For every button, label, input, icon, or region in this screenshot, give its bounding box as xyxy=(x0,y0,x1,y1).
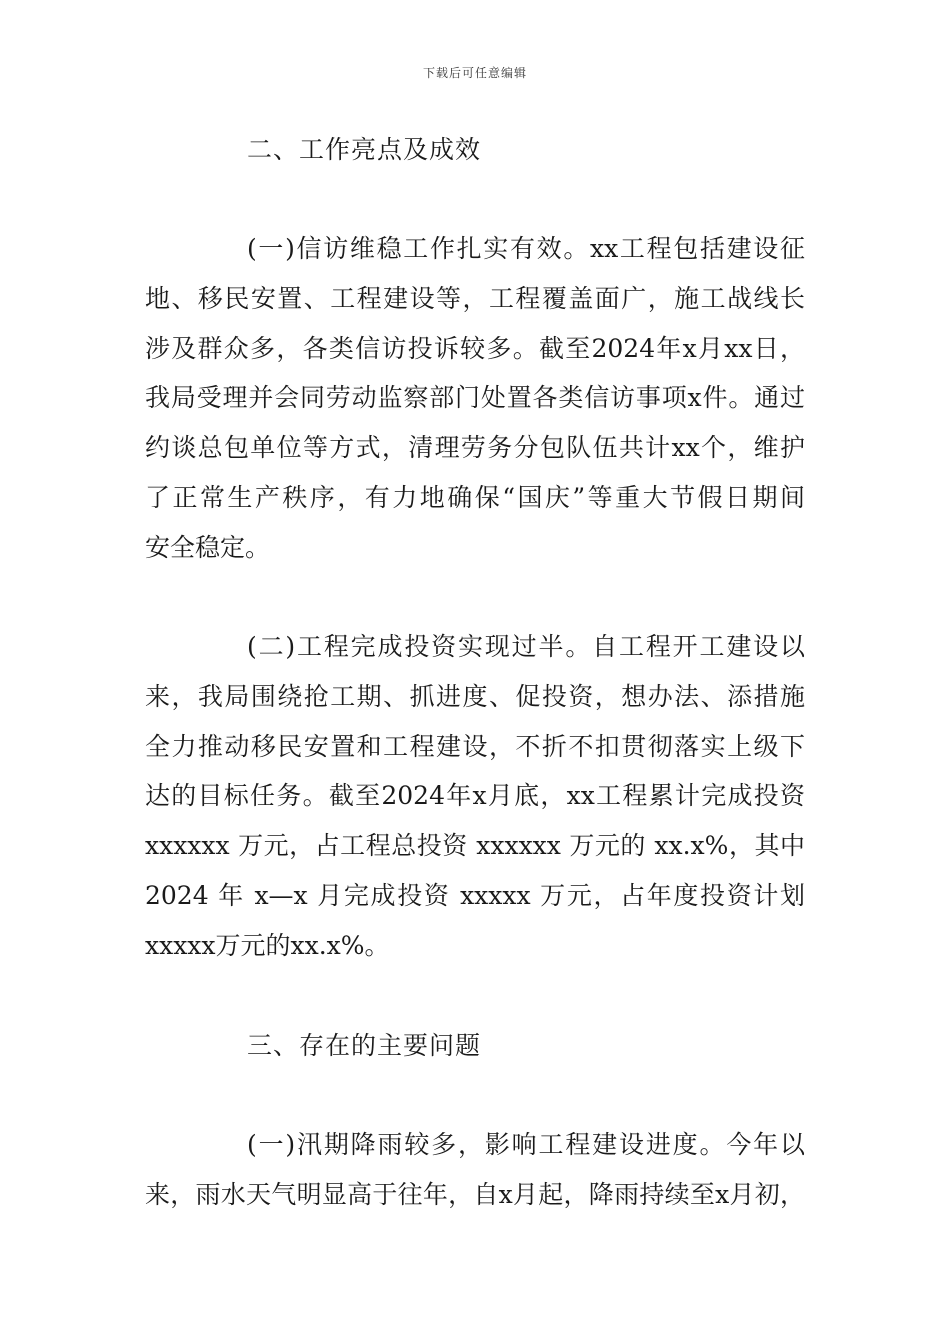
paragraph-line: 地、移民安置、工程建设等，工程覆盖面广，施工战线长 xyxy=(145,283,805,313)
paragraph-line: (一)信访维稳工作扎实有效。xx工程包括建设征 xyxy=(247,234,805,263)
paragraph-flood-season xyxy=(145,1120,805,1220)
paragraph-petition-stability xyxy=(145,224,805,573)
paragraph-line: 达的目标任务。截至2024年x月底，xx工程累计完成投资 xyxy=(145,781,805,811)
paragraph-line: 全力推动移民安置和工程建设，不折不扣贯彻落实上级下 xyxy=(145,731,805,761)
paragraph-line: 我局受理并会同劳动监察部门处置各类信访事项x件。通过 xyxy=(145,383,805,413)
page-header-note: 下载后可任意编辑 xyxy=(422,66,527,80)
paragraph-line: (一)汛期降雨较多，影响工程建设进度。今年以 xyxy=(247,1130,805,1159)
paragraph-line: xxxxx万元的xx.x%。 xyxy=(145,930,390,960)
paragraph-line: xxxxxx 万元，占工程总投资 xxxxxx 万元的 xx.x%，其中 xyxy=(145,831,805,861)
paragraph-line: 来，雨水天气明显高于往年，自x月起，降雨持续至x月初， xyxy=(145,1179,805,1209)
paragraph-line: 安全稳定。 xyxy=(145,532,271,562)
paragraph-line: (二)工程完成投资实现过半。自工程开工建设以 xyxy=(247,632,805,661)
paragraph-investment-progress xyxy=(145,622,805,971)
paragraph-line: 涉及群众多，各类信访投诉较多。截至2024年x月xx日， xyxy=(145,333,805,363)
section-heading-problems: 三、存在的主要问题 xyxy=(247,1031,482,1060)
paragraph-line: 来，我局围绕抢工期、抓进度、促投资，想办法、添措施 xyxy=(145,681,805,711)
paragraph-line: 2024 年 x—x 月完成投资 xxxxx 万元，占年度投资计划 xyxy=(145,880,805,910)
paragraph-line: 了正常生产秩序，有力地确保“国庆”等重大节假日期间 xyxy=(145,482,805,512)
section-heading-highlights: 二、工作亮点及成效 xyxy=(247,135,482,164)
paragraph-line: 约谈总包单位等方式，清理劳务分包队伍共计xx个，维护 xyxy=(145,433,805,463)
